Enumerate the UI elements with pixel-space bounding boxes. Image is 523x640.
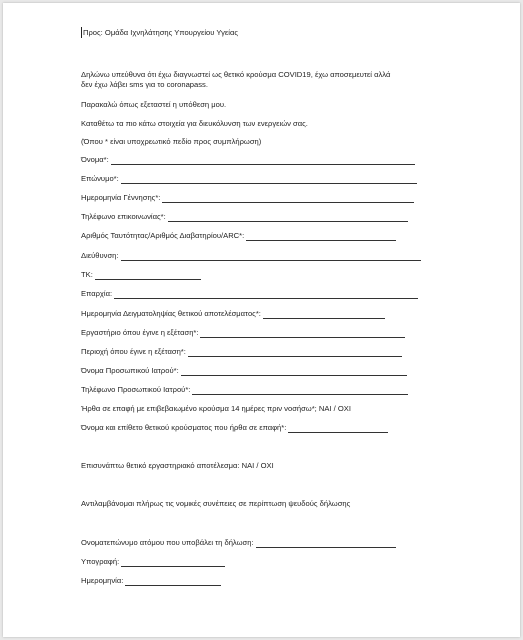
field-doctor-phone-label: Τηλέφωνο Προσωπικού Ιατρού*: bbox=[81, 385, 191, 394]
acknowledgement: Αντιλαμβάνομαι πλήρως τις νομικές συνέπειες σε περίπτωση ψευδούς δήλωσης bbox=[81, 499, 351, 508]
signature-line[interactable] bbox=[121, 558, 225, 567]
text-cursor bbox=[81, 27, 82, 38]
field-phone bbox=[81, 212, 408, 222]
date-field bbox=[81, 576, 221, 586]
intro-line-1: Δηλώνω υπεύθυνα ότι έχω διαγνωστεί ως θετικό κρούσμα COVID19, έχω αποσεμευτεί αλλά bbox=[81, 70, 391, 79]
submitter-label: Ονοματεπώνυμο ατόμου που υποβάλει τη δήλωση: bbox=[81, 538, 254, 547]
field-postcode bbox=[81, 270, 201, 280]
field-doctor-name-label: Όνομα Προσωπικού Ιατρού*: bbox=[81, 366, 179, 375]
field-contact-name-label: Όνομα και επίθετο θετικού κρούσματος που ήρθα σε επαφή*: bbox=[81, 423, 287, 432]
field-address-line[interactable] bbox=[121, 252, 421, 261]
field-address-label: Διεύθυνση: bbox=[81, 251, 119, 260]
field-doctor-phone bbox=[81, 385, 408, 395]
field-id-number-line[interactable] bbox=[246, 232, 396, 241]
date-label: Ημερομηνία: bbox=[81, 576, 124, 585]
field-doctor-name bbox=[81, 366, 407, 376]
field-sampling-date bbox=[81, 309, 385, 319]
field-doctor-name-line[interactable] bbox=[181, 367, 407, 376]
instructions-text: Καταθέτω τα πιο κάτω στοιχεία για διευκόλυνση των ενεργειών σας. bbox=[81, 119, 308, 128]
field-id-number bbox=[81, 231, 396, 241]
field-phone-line[interactable] bbox=[168, 213, 408, 222]
field-sampling-date-label: Ημερομηνία Δειγματοληψίας θετικού αποτελέσματος*: bbox=[81, 309, 261, 318]
field-contact-name-line[interactable] bbox=[288, 424, 388, 433]
field-address bbox=[81, 251, 421, 261]
field-surname bbox=[81, 174, 417, 184]
field-surname-line[interactable] bbox=[121, 175, 417, 184]
field-doctor-phone-line[interactable] bbox=[192, 386, 408, 395]
field-district-line[interactable] bbox=[114, 290, 418, 299]
field-name bbox=[81, 155, 415, 165]
field-surname-label: Επώνυμο*: bbox=[81, 174, 119, 183]
lab-confirmation: Επισυνάπτω θετικό εργαστηριακό αποτέλεσμα: ΝΑΙ / ΟΧΙ bbox=[81, 461, 274, 470]
submitter-line[interactable] bbox=[256, 539, 396, 548]
field-birthdate bbox=[81, 193, 414, 203]
field-phone-label: Τηλέφωνο επικοινωνίας*: bbox=[81, 212, 166, 221]
field-postcode-label: ΤΚ: bbox=[81, 270, 93, 279]
document-page bbox=[3, 3, 520, 637]
field-test-area-line[interactable] bbox=[188, 348, 402, 357]
field-test-area bbox=[81, 347, 402, 357]
intro-line-2: δεν έχω λάβει sms για το coronapass. bbox=[81, 80, 208, 89]
submitter-field bbox=[81, 538, 396, 548]
field-district bbox=[81, 289, 418, 299]
field-birthdate-line[interactable] bbox=[162, 194, 414, 203]
field-laboratory bbox=[81, 328, 405, 338]
recipient-line: Προς: Ομάδα Ιχνηλάτησης Υπουργείου Υγείας bbox=[83, 28, 238, 37]
field-name-line[interactable] bbox=[111, 156, 415, 165]
field-district-label: Επαρχία: bbox=[81, 289, 113, 298]
field-laboratory-line[interactable] bbox=[200, 329, 405, 338]
field-name-label: Όνομα*: bbox=[81, 155, 109, 164]
contact-question: Ήρθα σε επαφή με επιβεβαιωμένο κρούσμα 14 ημέρες πριν νοσήσω*; ΝΑΙ / ΟΧΙ bbox=[81, 404, 351, 413]
signature-label: Υπογραφή: bbox=[81, 557, 120, 566]
request-text: Παρακαλώ όπως εξεταστεί η υπόθεση μου. bbox=[81, 100, 227, 109]
field-postcode-line[interactable] bbox=[95, 271, 201, 280]
field-sampling-date-line[interactable] bbox=[263, 310, 385, 319]
date-line[interactable] bbox=[125, 577, 221, 586]
field-id-number-label: Αριθμός Ταυτότητας/Αριθμός Διαβατηρίου/ARC*: bbox=[81, 231, 245, 240]
required-note: (Όπου * είναι υποχρεωτικό πεδίο προς συμπλήρωση) bbox=[81, 137, 262, 146]
field-laboratory-label: Εργαστήριο όπου έγινε η εξέταση*: bbox=[81, 328, 199, 337]
signature-field bbox=[81, 557, 225, 567]
field-contact-name bbox=[81, 423, 388, 433]
field-birthdate-label: Ημερομηνία Γέννησης*: bbox=[81, 193, 161, 202]
field-test-area-label: Περιοχή όπου έγινε η εξέταση*: bbox=[81, 347, 186, 356]
